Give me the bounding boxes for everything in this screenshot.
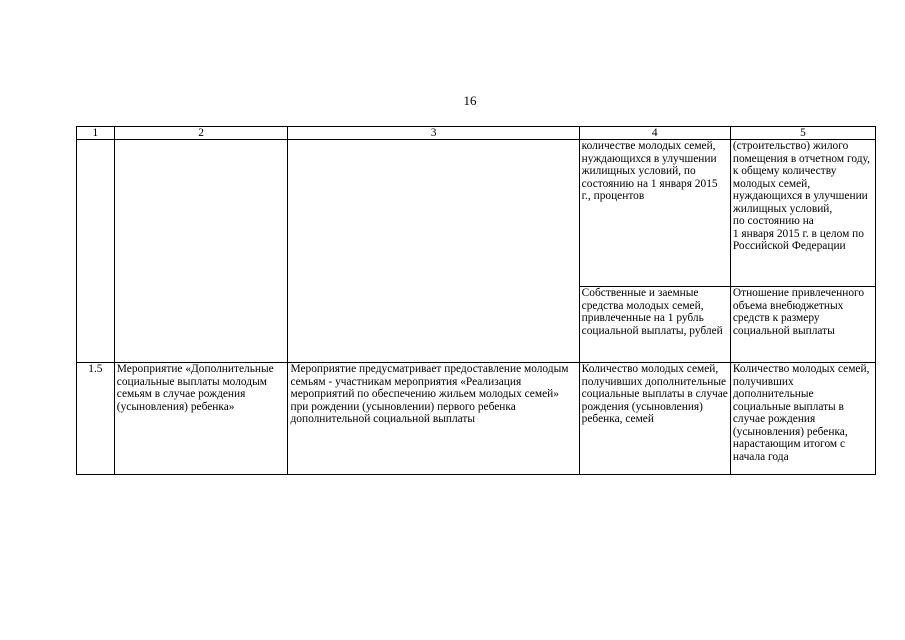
table-header-row [77, 127, 876, 140]
table-row-continuation [77, 140, 876, 287]
header-cell-5: 5 [730, 127, 875, 140]
cell-calculation-continued: (строительство) жилого помещения в отчетном году, к общему количеству молодых семей, нуждающихся в улучшении жилищных условий, по состоянию на 1 января 2015 г. в целом по Российской Федерации [730, 140, 875, 287]
cell-calculation-funds: Отношение привлеченного объема внебюджетных средств к размеру социальной выплаты [730, 287, 875, 363]
table-row-1-5 [77, 363, 876, 475]
cell-indicator-cumulative: Количество молодых семей, получивших дополнительные социальные выплаты в случае рождения (усыновления) ребенка, нарастающим итогом с начала года [730, 363, 875, 475]
cell-indicator-continued: количестве молодых семей, нуждающихся в улучшении жилищных условий, по состоянию на 1 января 2015 г., процентов [579, 140, 730, 287]
cell-empty-1 [77, 140, 115, 363]
header-cell-1: 1 [77, 127, 115, 140]
cell-indicator-count: Количество молодых семей, получивших дополнительные социальные выплаты в случае рождения (усыновления) ребенка, семей [579, 363, 730, 475]
cell-measure-name: Мероприятие «Дополнительные социальные выплаты молодым семьям в случае рождения (усыновления) ребенка» [114, 363, 288, 475]
cell-empty-2 [114, 140, 288, 363]
header-cell-3: 3 [288, 127, 579, 140]
cell-row-number: 1.5 [77, 363, 115, 475]
cell-indicator-funds: Собственные и заемные средства молодых семей, привлеченные на 1 рубль социальной выплаты, рублей [579, 287, 730, 363]
cell-measure-description: Мероприятие предусматривает предоставление молодым семьям - участникам мероприятия «Реализация мероприятий по обеспечению жильем молодых семей» при рождении (усыновлении) первого ребенка дополнительной социальной выплаты [288, 363, 579, 475]
header-cell-4: 4 [579, 127, 730, 140]
header-cell-2: 2 [114, 127, 288, 140]
indicators-table [76, 126, 876, 475]
page-number: 16 [463, 93, 477, 108]
cell-empty-3 [288, 140, 579, 363]
